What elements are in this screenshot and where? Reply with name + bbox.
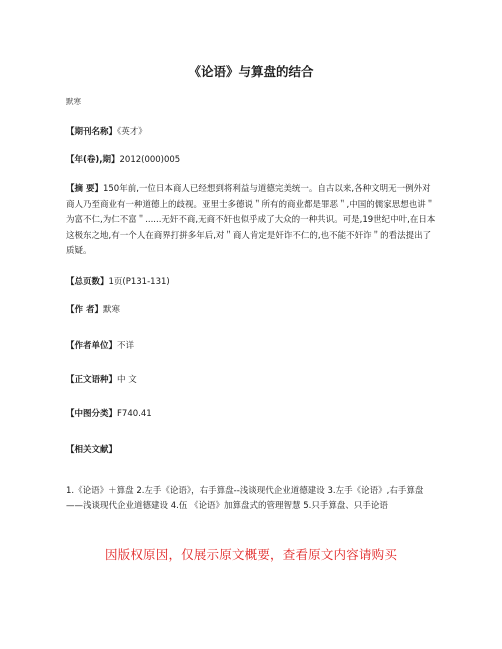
pages-value: 1页(P131-131) — [108, 277, 170, 287]
year-issue-label: 【年(卷),期】 — [66, 155, 120, 165]
author-line: 默寒 — [66, 97, 81, 106]
journal-label: 【期刊名称】 — [66, 127, 118, 137]
author-value: 默寒 — [102, 305, 120, 315]
language-label: 【正文语种】 — [66, 375, 118, 385]
pages-label: 【总页数】 — [66, 277, 109, 287]
related-list: 1.《论语》＋算盘 2.左手《论语》，右手算盘--浅谈现代企业道德建设 3.左手《论语》,右手算盘——浅谈现代企业道德建设 4.伍 《论语》加算盘式的管理智慧 5.只手算盘、只手论语 — [66, 486, 424, 511]
related-label: 【相关文献】 — [66, 445, 118, 455]
abstract-label: 【摘 要】 — [66, 184, 103, 194]
year-issue-value: 2012(000)005 — [119, 155, 181, 165]
affiliation-value: 不详 — [117, 341, 135, 351]
affiliation-label: 【作者单位】 — [66, 341, 118, 351]
classification-value: F740.41 — [117, 409, 152, 419]
abstract-field — [66, 182, 438, 260]
pages-field — [66, 276, 438, 288]
affiliation-field — [66, 340, 438, 352]
author-field — [66, 304, 438, 316]
journal-value: 《英才》 — [117, 127, 147, 137]
language-value: 中 文 — [117, 375, 137, 385]
page-title: 《论语》与算盘的结合 — [188, 64, 314, 79]
purchase-notice[interactable]: 因版权原因，仅展示原文概要，查看原文内容请购买 — [104, 547, 398, 562]
language-field — [66, 374, 438, 386]
journal-field — [66, 126, 438, 138]
abstract-text: 150年前,一位日本商人已经想到将利益与道德完美统一。自古以来,各种文明无一例外对商人乃至商业有一种道德上的歧视。亚里士多德说＂所有的商业都是罪恶＂,中国的儒家思想也讲＂为富不仁,为仁不富＂......无奸不商,无商不奸也似乎成了大众的一种共识。可是,19世纪中叶,在日本这极东之地,有一个人在商界打拼多年后,对＂商人肯定是奸诈不仁的,也不能不奸诈＂的看法提出了质疑。 — [66, 184, 436, 256]
author-label: 【作 者】 — [66, 305, 103, 315]
year-issue-field — [66, 154, 438, 166]
classification-field — [66, 408, 438, 420]
classification-label: 【中图分类】 — [66, 409, 118, 419]
related-header — [66, 444, 438, 456]
